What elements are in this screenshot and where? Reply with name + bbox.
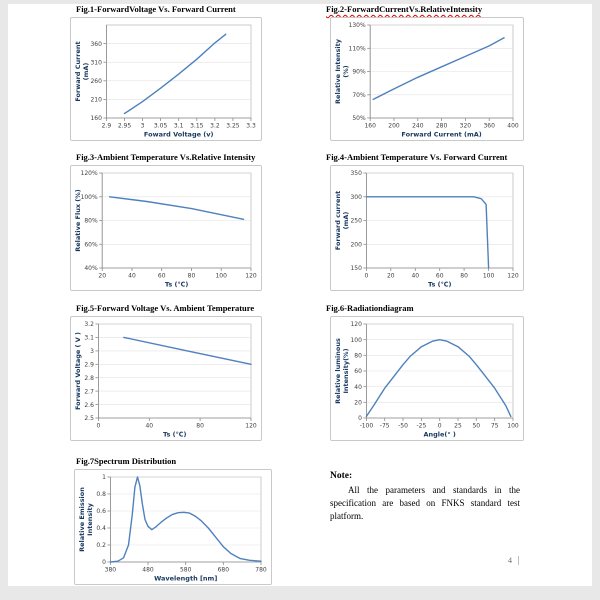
svg-text:(mA): (mA) [342,211,350,230]
fig1-chart [70,17,262,141]
svg-text:100: 100 [482,272,495,280]
svg-text:150: 150 [350,265,362,273]
svg-text:100: 100 [507,422,519,430]
svg-text:100%: 100% [80,194,98,201]
svg-text:Forward Current (mA): Forward Current (mA) [401,130,482,139]
svg-text:3.1: 3.1 [173,122,184,130]
svg-text:Relative luminous: Relative luminous [334,338,342,404]
svg-text:350: 350 [350,170,362,178]
svg-text:Intensity(%): Intensity(%) [342,348,350,394]
fig2-chart [330,17,524,141]
fig5-chart [70,316,262,441]
svg-text:2.7: 2.7 [84,388,94,396]
svg-text:Relative Flux (%): Relative Flux (%) [74,189,82,252]
svg-text:40: 40 [354,383,362,391]
svg-text:380: 380 [104,566,117,574]
fig4-chart [330,165,524,291]
svg-text:360: 360 [90,40,102,48]
svg-text:80%: 80% [84,217,98,225]
svg-text:210: 210 [90,96,102,104]
svg-text:70%: 70% [352,92,366,99]
svg-text:0.8: 0.8 [96,491,106,499]
svg-text:60: 60 [354,368,362,376]
svg-text:40%: 40% [84,265,98,273]
svg-text:3.25: 3.25 [226,122,240,130]
svg-text:240: 240 [412,122,424,130]
svg-text:Relative Emission: Relative Emission [78,487,86,552]
svg-text:-25: -25 [416,422,427,430]
svg-text:0: 0 [364,272,369,280]
svg-text:0.2: 0.2 [96,542,106,550]
document-page [8,4,592,586]
fig5-title: Fig.5-Forward Voltage Vs. Ambient Temperature [76,303,255,313]
svg-text:Intensity: Intensity [86,503,94,536]
svg-text:120%: 120% [80,170,98,178]
svg-text:250: 250 [350,217,362,225]
svg-text:0: 0 [102,559,106,567]
svg-text:20: 20 [386,272,395,280]
fig3-chart [70,165,262,291]
svg-text:0.4: 0.4 [96,525,106,533]
svg-text:120: 120 [245,272,257,280]
svg-text:260: 260 [90,78,102,85]
fig6-title: Fig.6-Radiationdiagram [326,303,414,313]
svg-text:2.5: 2.5 [84,415,94,423]
fig2-title: Fig.2-ForwardCurrentVs.RelativeIntensity [326,4,483,14]
svg-text:480: 480 [142,566,154,574]
svg-text:80: 80 [187,272,196,280]
svg-text:0: 0 [437,422,442,430]
fig7-chart [74,469,272,585]
svg-text:50%: 50% [352,115,366,123]
svg-text:100: 100 [215,272,227,280]
fig3-title: Fig.3-Ambient Temperature Vs.Relative Intensity [76,152,256,162]
svg-text:40: 40 [128,272,136,280]
svg-text:160: 160 [90,115,102,123]
svg-text:40: 40 [411,272,420,280]
svg-text:360: 360 [483,122,495,130]
note-heading: Note: [330,471,353,481]
svg-text:60%: 60% [84,241,98,249]
svg-text:120: 120 [507,272,519,280]
svg-text:-100: -100 [359,422,374,430]
svg-text:0.6: 0.6 [96,508,106,516]
svg-text:400: 400 [507,122,519,130]
svg-text:80: 80 [196,422,204,430]
svg-text:2.9: 2.9 [84,361,94,369]
svg-text:2.8: 2.8 [84,374,94,382]
svg-text:60: 60 [435,272,444,280]
svg-text:1: 1 [102,474,106,482]
svg-text:3.2: 3.2 [210,122,220,130]
svg-text:50: 50 [472,422,481,430]
svg-text:200: 200 [388,122,400,130]
svg-text:0: 0 [96,422,101,430]
page-number: 4 [508,556,519,565]
svg-text:3.15: 3.15 [190,122,204,130]
svg-text:Forward Current: Forward Current [74,41,82,102]
svg-text:580: 580 [179,566,192,574]
svg-text:Ts (℃): Ts (℃) [162,430,187,439]
svg-text:3: 3 [140,122,145,130]
svg-text:25: 25 [454,422,462,430]
svg-text:75: 75 [490,422,499,430]
svg-text:20: 20 [98,272,107,280]
fig1-title: Fig.1-ForwardVoltage Vs. Forward Current [76,4,236,14]
fig6-chart [330,316,524,441]
svg-text:(%): (%) [342,65,350,78]
svg-text:Foward Voltage (v): Foward Voltage (v) [143,130,214,139]
fig7-title: Fig.7Spectrum Distribution [76,456,177,466]
svg-text:(mA): (mA) [82,62,90,81]
svg-text:300: 300 [350,194,362,201]
svg-text:Angle(° ): Angle(° ) [423,430,456,439]
svg-text:80: 80 [460,272,468,280]
svg-text:3.3: 3.3 [246,122,256,130]
svg-text:200: 200 [350,241,362,249]
svg-text:120: 120 [245,422,257,430]
svg-text:Forward Voltage ( V ): Forward Voltage ( V ) [74,331,82,411]
svg-text:Ts (℃): Ts (℃) [427,280,452,289]
svg-text:3.05: 3.05 [153,122,168,130]
svg-text:280: 280 [435,122,448,130]
note-body: All the parameters and standards in the specification are based on FNKS standard test platform. [330,485,520,522]
svg-text:3.1: 3.1 [84,334,94,342]
svg-text:100: 100 [350,336,362,344]
svg-text:2.9: 2.9 [101,122,112,130]
svg-text:20: 20 [354,399,362,407]
svg-text:40: 40 [145,422,154,430]
svg-text:-50: -50 [398,422,408,430]
svg-text:2.6: 2.6 [84,401,94,409]
svg-text:130%: 130% [348,22,366,30]
svg-text:780: 780 [255,566,267,574]
svg-text:60: 60 [157,272,166,280]
svg-text:Wavelength [nm]: Wavelength [nm] [154,574,218,583]
svg-text:160: 160 [364,122,376,130]
svg-text:90%: 90% [352,68,366,76]
svg-text:Forward current: Forward current [334,190,342,251]
svg-text:310: 310 [90,59,102,67]
svg-text:2.95: 2.95 [117,122,132,130]
svg-text:320: 320 [459,122,472,130]
svg-text:0: 0 [358,415,362,423]
svg-text:3.2: 3.2 [84,321,94,329]
fig4-title: Fig.4-Ambient Temperature Vs. Forward Current [326,152,508,162]
svg-text:80: 80 [354,352,362,360]
svg-text:680: 680 [217,566,230,574]
svg-text:110%: 110% [348,45,366,53]
svg-text:Ts (℃): Ts (℃) [164,280,189,289]
svg-text:3: 3 [90,348,94,356]
svg-text:120: 120 [350,321,362,329]
svg-text:Relative Intensity: Relative Intensity [334,39,342,104]
note-block [330,471,520,523]
svg-text:-75: -75 [379,422,390,430]
